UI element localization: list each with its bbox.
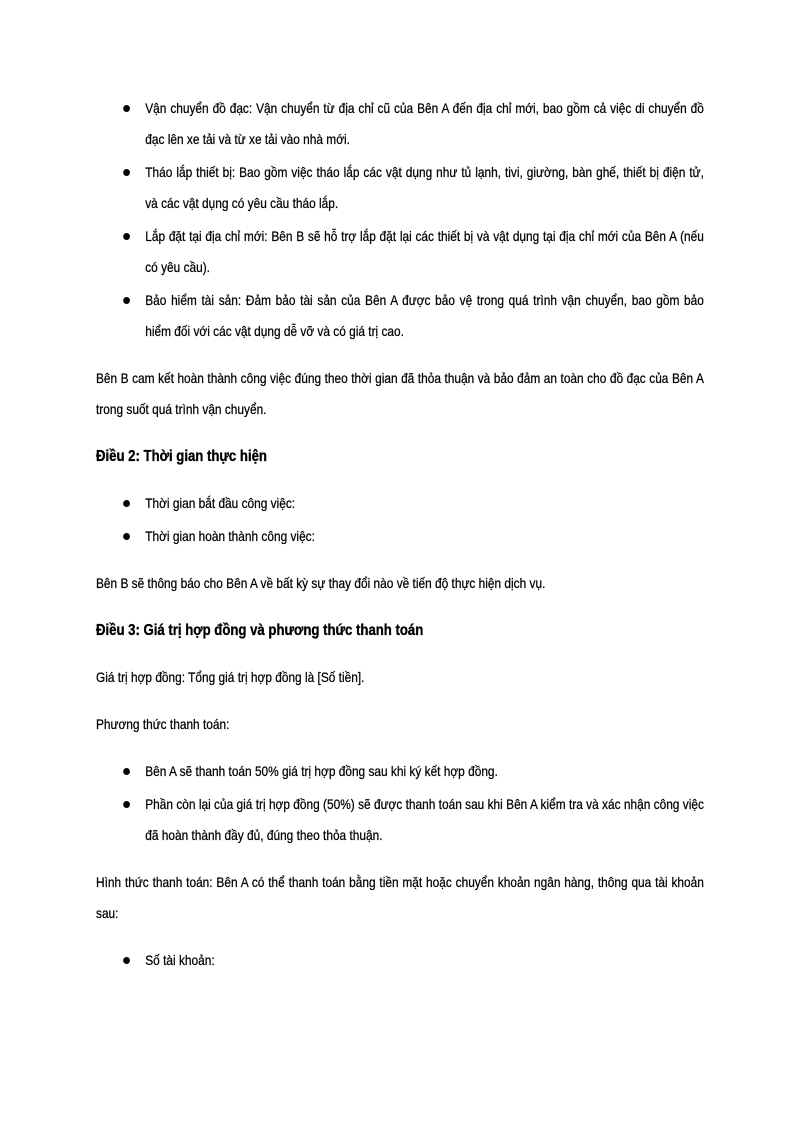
payment-form-paragraph: Hình thức thanh toán: Bên A có thể thanh toán bằng tiền mặt hoặc chuyển khoản ngân hàng, thông qua tài khoản sau: (96, 874, 704, 921)
list-item-text: Lắp đặt tại địa chỉ mới: Bên B sẽ hỗ trợ lắp đặt lại các thiết bị và vật dụng tại địa chỉ mới của Bên A (nếu có yêu cầu). (145, 228, 704, 275)
list-item (145, 221, 704, 283)
list-item-text: Vận chuyển đồ đạc: Vận chuyển từ địa chỉ cũ của Bên A đến địa chỉ mới, bao gồm cả việc di chuyển đồ đạc lên xe tải và từ xe tải vào nhà mới. (145, 100, 704, 147)
list-item-text: Số tài khoản: (145, 952, 215, 968)
list-item (145, 488, 704, 519)
notice-paragraph: Bên B sẽ thông báo cho Bên A về bất kỳ sự thay đổi nào về tiến độ thực hiện dịch vụ. (96, 575, 546, 591)
section-heading-dieu-2: Điều 2: Thời gian thực hiện (96, 448, 267, 465)
list-item-text: Thời gian hoàn thành công việc: (145, 528, 315, 544)
bullet-icon (123, 297, 130, 304)
list-item-text: Tháo lắp thiết bị: Bao gồm việc tháo lắp các vật dụng như tủ lạnh, tivi, giường, bàn ghế, thiết bị điện tử, và các vật dụng có yêu cầu tháo lắp. (145, 164, 704, 211)
list-item (145, 285, 704, 347)
commitment-paragraph: Bên B cam kết hoàn thành công việc đúng theo thời gian đã thỏa thuận và bảo đảm an toàn cho đồ đạc của Bên A trong suốt quá trình vận chuyển. (96, 370, 704, 417)
payment-terms-list (96, 756, 704, 851)
section-heading-dieu-3: Điều 3: Giá trị hợp đồng và phương thức thanh toán (96, 622, 424, 639)
contract-value-paragraph: Giá trị hợp đồng: Tổng giá trị hợp đồng là [Số tiền]. (96, 669, 365, 685)
bullet-icon (123, 533, 130, 540)
list-item-text: Phần còn lại của giá trị hợp đồng (50%) sẽ được thanh toán sau khi Bên A kiểm tra và xác nhận công việc đã hoàn thành đầy đủ, đúng theo thỏa thuận. (145, 796, 704, 843)
bullet-icon (123, 233, 130, 240)
list-item (145, 521, 704, 552)
list-item (145, 756, 704, 787)
bullet-icon (123, 105, 130, 112)
document-content (96, 77, 704, 992)
list-item-text: Bên A sẽ thanh toán 50% giá trị hợp đồng sau khi ký kết hợp đồng. (145, 763, 498, 779)
bullet-icon (123, 957, 130, 964)
payment-method-label: Phương thức thanh toán: (96, 716, 230, 732)
bullet-icon (123, 500, 130, 507)
list-item (145, 945, 704, 976)
bullet-icon (123, 169, 130, 176)
bullet-icon (123, 801, 130, 808)
list-item (145, 157, 704, 219)
list-item-text: Bảo hiểm tài sản: Đảm bảo tài sản của Bên A được bảo vệ trong quá trình vận chuyển, bao gồm bảo hiểm đối với các vật dụng dễ vỡ và có giá trị cao. (145, 292, 704, 339)
service-scope-list (96, 93, 704, 347)
list-item-text: Thời gian bắt đầu công việc: (145, 495, 296, 511)
bank-account-list (96, 945, 704, 976)
bullet-icon (123, 768, 130, 775)
timeline-list (96, 488, 704, 552)
list-item (145, 789, 704, 851)
list-item (145, 93, 704, 155)
